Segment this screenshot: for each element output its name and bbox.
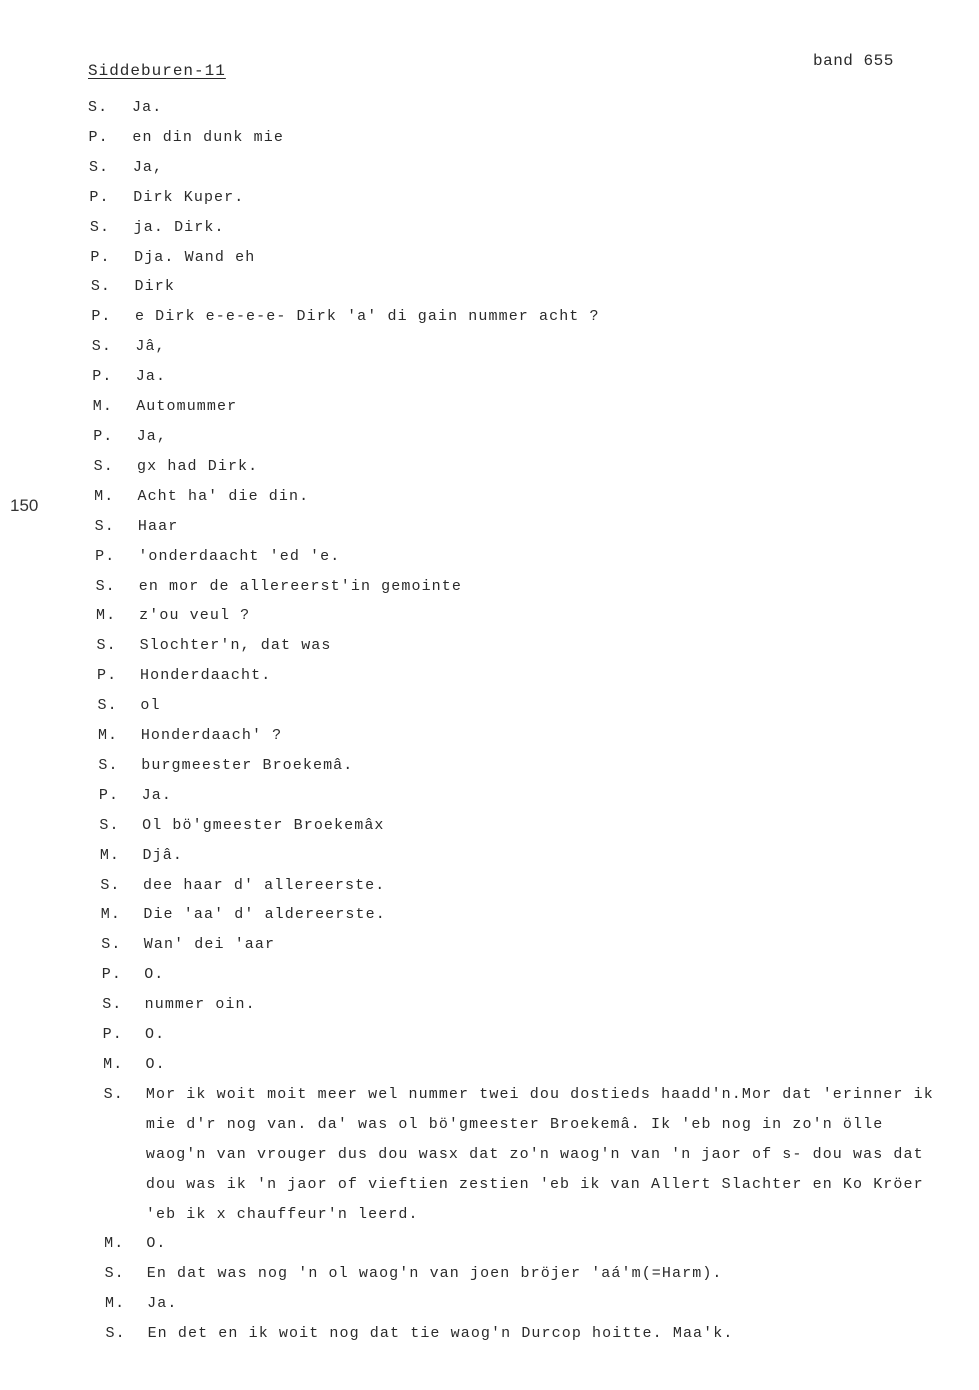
transcript-turn — [0, 1259, 979, 1289]
speaker-label: P. — [91, 308, 112, 326]
speaker-label: S. — [105, 1325, 126, 1343]
speaker-label: S. — [96, 637, 117, 655]
utterance-line: Mor ik woit moit meer wel nummer twei dou dostieds haadd'n.Mor dat 'erinner ik — [145, 1085, 934, 1103]
speaker-label: S. — [99, 816, 120, 834]
utterance-line: Ja. — [141, 786, 172, 804]
transcript-turn — [0, 871, 979, 901]
speaker-label: S. — [89, 218, 111, 236]
speaker-label: P. — [95, 547, 116, 565]
utterance-line: En dat was nog 'n ol waog'n van joen bröjer 'aá'm(=Harm). — [146, 1265, 723, 1283]
transcript-turn — [0, 452, 979, 482]
speaker-label: M. — [94, 487, 115, 505]
speaker-label: S. — [88, 158, 110, 176]
utterance-line: dee haar d' allereerste. — [142, 876, 386, 894]
transcript-turn — [0, 990, 979, 1020]
speaker-label: S. — [93, 457, 114, 475]
speaker-label: S. — [88, 99, 109, 116]
transcript-turn — [0, 900, 979, 930]
transcript-turn — [0, 1050, 979, 1080]
speaker-label: P. — [93, 427, 114, 445]
transcript-turn — [0, 960, 979, 990]
speaker-label: S. — [104, 1265, 125, 1283]
utterance-line: Wan' dei 'aar — [143, 936, 276, 954]
utterance-line: Ja, — [132, 158, 164, 176]
transcript-turn — [0, 123, 979, 153]
transcript-turn — [0, 1289, 979, 1319]
speaker-label: P. — [101, 966, 122, 984]
speaker-label: P. — [90, 248, 111, 266]
transcript-turn — [0, 482, 979, 512]
transcript-turn — [0, 153, 979, 183]
speaker-label: M. — [105, 1295, 126, 1313]
transcript-turn — [0, 272, 979, 302]
transcript-turn — [0, 751, 979, 781]
speaker-label: M. — [96, 607, 117, 625]
utterance-line: Ja. — [132, 99, 163, 116]
transcript-turn — [0, 302, 979, 332]
speaker-label: M. — [103, 1056, 124, 1073]
utterance-line: en din dunk mie — [132, 128, 284, 146]
transcript-turn — [0, 631, 979, 661]
band-label: band 655 — [813, 52, 894, 70]
utterance-line: 'onderdaacht 'ed 'e. — [138, 547, 341, 565]
utterance-line: Honderdaach' ? — [140, 727, 283, 745]
transcript-turn — [0, 1229, 979, 1259]
transcript-turn — [0, 841, 979, 871]
transcript-turn — [0, 691, 979, 721]
utterance-line: Haar — [137, 517, 179, 535]
transcript-turn — [0, 213, 979, 243]
utterance-line: O. — [146, 1235, 167, 1253]
utterance-line: O. — [145, 1056, 166, 1073]
utterance-line: en mor de allereerst'in gemointe — [138, 577, 462, 595]
speaker-label: P. — [92, 368, 113, 386]
transcript-turn — [0, 721, 979, 751]
transcript-turn — [0, 362, 979, 392]
speaker-label: S. — [95, 577, 116, 595]
margin-note: 150 — [10, 496, 39, 515]
utterance-line: Dirk — [134, 278, 175, 296]
speaker-label: S. — [98, 756, 119, 774]
utterance-line: nummer oin. — [144, 996, 256, 1014]
utterance-line: En det en ik woit nog dat tie waog'n Durcop hoitte. Maa'k. — [147, 1325, 734, 1343]
speaker-label: S. — [94, 517, 115, 535]
speaker-label: S. — [97, 697, 118, 715]
utterance-line: ol — [140, 697, 161, 715]
utterance-line: O. — [144, 966, 165, 984]
utterance-line: Djâ. — [142, 846, 183, 864]
speaker-label: M. — [97, 727, 119, 745]
utterance-line: Ja. — [147, 1295, 178, 1313]
utterance-line: Acht ha' die din. — [137, 487, 310, 505]
speaker-label: M. — [104, 1235, 125, 1253]
utterance-line: Jâ, — [135, 338, 166, 356]
speaker-label: M. — [99, 846, 121, 864]
transcript-turn — [0, 243, 979, 273]
speaker-label: P. — [89, 188, 110, 206]
utterance-line: Dirk Kuper. — [133, 188, 245, 206]
transcript-turn — [0, 93, 979, 123]
utterance-line: 'eb ik x chauffeur'n leerd. — [145, 1205, 419, 1223]
transcript-turn — [0, 930, 979, 960]
transcript-turn — [0, 781, 979, 811]
utterance-line: mie d'r nog van. da' was ol bö'gmeester Broekemâ. Ik 'eb nog in zo'n ölle — [145, 1115, 884, 1133]
utterance-line: Automummer — [136, 398, 238, 416]
transcript-turn — [0, 183, 979, 213]
utterance-line: Honderdaacht. — [140, 667, 272, 685]
utterance-line: Ja. — [135, 368, 167, 386]
transcript-turn — [0, 332, 979, 362]
transcript-turn — [0, 661, 979, 691]
utterance-line: waog'n van vrouger dus dou wasx dat zo'n waog'n van 'n jaor of s- dou was dat — [145, 1145, 924, 1163]
utterance-line: z'ou veul ? — [139, 607, 251, 625]
transcript-turn — [0, 572, 979, 602]
transcript-turn — [0, 601, 979, 631]
speaker-label: M. — [92, 398, 113, 416]
utterance-line: gx had Dirk. — [137, 457, 259, 475]
transcript-turn — [0, 512, 979, 542]
utterance-line: Die 'aa' d' aldereerste. — [143, 906, 386, 924]
speaker-label: S. — [100, 876, 121, 894]
speaker-label: S. — [103, 1085, 124, 1103]
utterance-line: e Dirk e-e-e-e- Dirk 'a' di gain nummer acht ? — [134, 308, 600, 326]
utterance-line: Dja. Wand eh — [134, 248, 256, 266]
utterance-line: burgmeester Broekemâ. — [141, 756, 354, 774]
utterance-line: dou was ik 'n jaor of vieftien zestien 'eb ik van Allert Slachter en Ko Kröer — [145, 1175, 924, 1193]
speaker-label: S. — [102, 996, 123, 1014]
transcript-turn — [0, 1020, 979, 1050]
document-title: Siddeburen-11 — [88, 62, 226, 80]
transcript-turn — [0, 811, 979, 841]
speaker-label: M. — [100, 906, 121, 924]
speaker-label: P. — [97, 667, 118, 685]
speaker-label: S. — [91, 338, 112, 356]
speaker-label: P. — [98, 786, 120, 804]
transcript-turn — [0, 392, 979, 422]
transcript-turn — [0, 1319, 979, 1349]
utterance-line: ja. Dirk. — [133, 218, 225, 236]
utterance-line: Slochter'n, dat was — [139, 637, 332, 655]
utterance-line: Ja, — [136, 427, 167, 445]
speaker-label: S. — [90, 278, 112, 296]
transcript — [0, 93, 979, 1349]
transcript-turn — [0, 1080, 979, 1230]
utterance-line: O. — [145, 1026, 166, 1044]
transcript-turn — [0, 422, 979, 452]
speaker-label: P. — [88, 128, 109, 146]
speaker-label: S. — [101, 936, 122, 954]
transcript-turn — [0, 542, 979, 572]
speaker-label: P. — [102, 1026, 123, 1044]
utterance-line: Ol bö'gmeester Broekemâx — [142, 816, 385, 834]
